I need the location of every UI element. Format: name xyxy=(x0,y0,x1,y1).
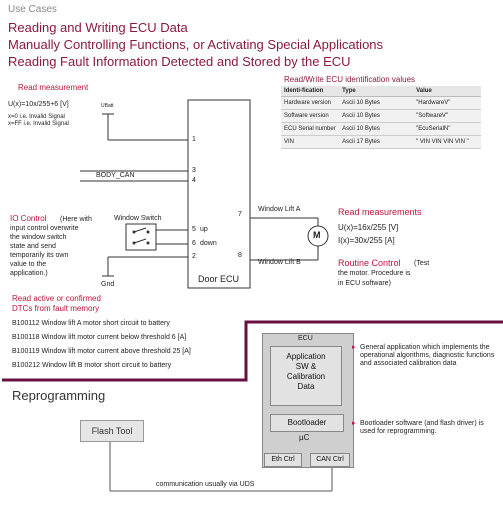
dtc-item: B100119 Window lift motor current above threshold 25 [A] xyxy=(12,348,191,355)
io-control-title: IO Control xyxy=(10,214,47,223)
door-ecu-label: Door ECU xyxy=(198,274,240,284)
pin-7: 7 xyxy=(238,211,242,218)
id-cell: "EcuSerialN" xyxy=(413,123,481,136)
ecu-label: ECU xyxy=(298,335,313,342)
window-lift-b-label: Window Lift B xyxy=(258,259,301,266)
identification-title: Read/Write ECU identification values xyxy=(284,75,416,84)
app-sw-line: Application xyxy=(286,352,326,361)
dtc-title-1: Read active or confirmed xyxy=(12,294,101,303)
app-sw-line: Data xyxy=(297,382,315,391)
headline-3: Reading Fault Information Detected and Stored by the ECU xyxy=(8,54,351,69)
id-cell: Software version xyxy=(281,110,339,123)
bullet-bootloader: ▸ Bootloader software (and flash driver) is used for reprogramming. xyxy=(360,420,495,436)
pin-2: 2 xyxy=(192,253,196,260)
pin-3: 3 xyxy=(192,167,196,174)
dtc-title-2: DTCs from fault memory xyxy=(12,304,100,313)
door-ecu-box xyxy=(188,100,250,288)
io-control-text-3: state and send xyxy=(10,243,56,250)
current-u-formula: U(x)=16x/255 [V] xyxy=(338,223,399,232)
table-row xyxy=(281,110,481,123)
bootloader-box: Bootloader xyxy=(270,414,344,432)
can-ctrl-box: CAN Ctrl xyxy=(310,453,350,467)
id-cell: "SoftwareV" xyxy=(413,110,481,123)
invalid-note-2: x=FF i.e. Invalid Signal xyxy=(8,121,69,127)
id-cell: ECU Serial number xyxy=(281,123,339,136)
window-lift-a-label: Window Lift A xyxy=(258,206,301,213)
read-measurement-title: Read measurement xyxy=(18,83,89,92)
app-sw-line: Calibration xyxy=(286,372,326,381)
routine-control-text-2: the motor. Procedure is xyxy=(338,270,411,277)
headline-2: Manually Controlling Functions, or Activating Special Applications xyxy=(8,37,384,52)
dtc-item: B100212 Window lift B motor short circuit to battery xyxy=(12,362,172,369)
io-control-text-6: application.) xyxy=(10,270,48,277)
identification-table xyxy=(281,86,481,149)
id-cell: " VIN VIN VIN VIN " xyxy=(413,136,481,149)
bullet-application: ▸ General application which implements the operational algorithms, diagnostic functions and associated calibration data xyxy=(360,344,495,368)
io-control-text-2: the window switch xyxy=(10,234,67,241)
headline-1: Reading and Writing ECU Data xyxy=(8,20,188,35)
io-control-text-5: value to the xyxy=(10,261,47,268)
body-can-label: BODY_CAN xyxy=(96,172,135,179)
pin-6: 6 xyxy=(192,240,196,247)
flash-tool-box: Flash Tool xyxy=(80,420,144,442)
pin-4: 4 xyxy=(192,177,196,184)
gnd-label: Gnd xyxy=(101,281,115,288)
pin-5: 5 xyxy=(192,226,196,233)
routine-control-text-3: in ECU software) xyxy=(338,280,391,287)
io-control-text-4: temporarily its own xyxy=(10,252,69,259)
id-cell: Ascii 17 Bytes xyxy=(339,136,413,149)
table-row xyxy=(281,136,481,149)
dtc-item: B100118 Window lift motor current below threshold 6 [A] xyxy=(12,334,187,341)
window-switch-box xyxy=(126,224,156,250)
table-row xyxy=(281,123,481,136)
pin-down-label: down xyxy=(200,240,217,247)
id-cell: "HardwareV" xyxy=(413,97,481,110)
id-header-type: Type xyxy=(339,86,413,97)
pin-8: 8 xyxy=(238,252,242,259)
read-measurements-title: Read measurements xyxy=(338,207,422,217)
id-cell: Hardware version xyxy=(281,97,339,110)
dtc-item: B100112 Window lift A motor short circuit to battery xyxy=(12,320,170,327)
pin-up-label: up xyxy=(200,226,208,233)
reprogramming-title: Reprogramming xyxy=(12,388,106,403)
uc-label: µC xyxy=(299,433,310,442)
application-sw-box xyxy=(270,346,342,406)
routine-control-title: Routine Control xyxy=(338,258,401,268)
id-header-value: Value xyxy=(413,86,481,97)
eth-ctrl-box: Eth Ctrl xyxy=(264,453,302,467)
motor-label: M xyxy=(313,230,321,240)
table-row xyxy=(281,97,481,110)
read-measurement-formula: U(x)=10x/255+6 [V] xyxy=(8,101,69,108)
id-cell: VIN xyxy=(281,136,339,149)
ubatt-label: UBatt xyxy=(101,103,114,109)
routine-control-text-1: (Test xyxy=(414,260,430,267)
pin-1: 1 xyxy=(192,136,196,143)
use-cases-label: Use Cases xyxy=(8,4,57,15)
invalid-note-1: x=0 i.e. Invalid Signal xyxy=(8,114,65,120)
id-header-identification: Identi-fication xyxy=(281,86,339,97)
io-control-text-0: (Here with xyxy=(60,216,92,223)
current-i-formula: I(x)=30x/255 [A] xyxy=(338,236,395,245)
id-cell: Ascii 10 Bytes xyxy=(339,123,413,136)
id-cell: Ascii 10 Bytes xyxy=(339,110,413,123)
app-sw-line: SW & xyxy=(295,362,317,371)
id-cell: Ascii 10 Bytes xyxy=(339,97,413,110)
uds-label: communication usually via UDS xyxy=(156,481,255,488)
window-switch-label: Window Switch xyxy=(114,215,162,222)
io-control-text-1: input control overwrite xyxy=(10,225,79,232)
